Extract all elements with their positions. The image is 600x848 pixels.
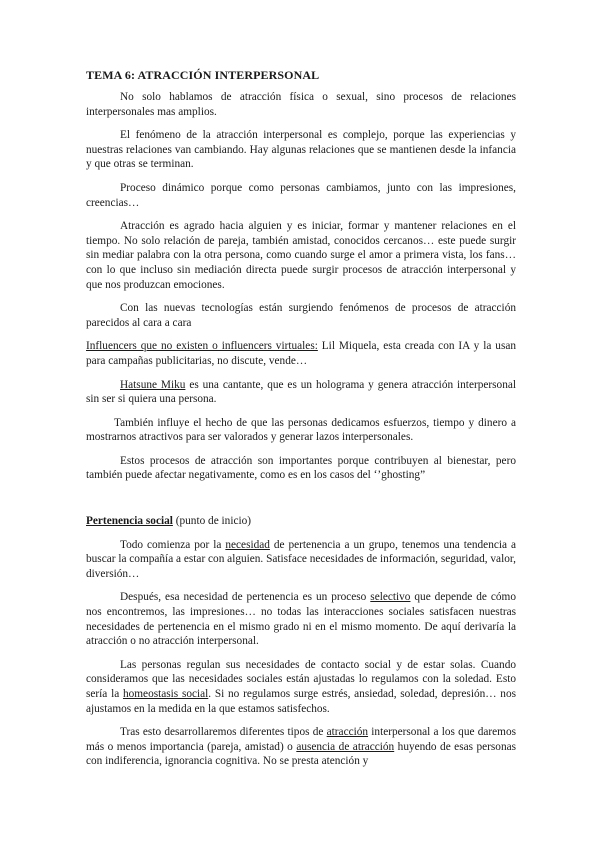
paragraph (86, 590, 516, 648)
paragraph: El fenómeno de la atracción interpersonal es complejo, porque las experiencias y nuestras relaciones van cambiando. Hay algunas relaciones que se mantienen desde la infancia y que otras se terminan. (86, 129, 516, 171)
paragraph-text: interpersonal a los que daremos más o menos importancia (pareja, amistad) o (86, 726, 517, 753)
underlined-term: atracción (326, 726, 369, 739)
section-gap (86, 492, 516, 514)
paragraph-text: Lil Miquela, esta creada con IA y la usan para campañas publicitarias, no discute, vende… (86, 340, 517, 367)
paragraph-hatsune (86, 378, 516, 407)
paragraph-text: . Si no regulamos surge estrés, ansiedad, soledad, depresión… nos ajustamos en la medida en la que estamos satisfechos. (86, 688, 516, 715)
paragraph (86, 658, 516, 716)
underlined-term: necesidad (225, 538, 270, 551)
section-heading: Pertenencia social (86, 515, 173, 528)
paragraph (86, 725, 516, 769)
paragraph-text: de pertenencia a un grupo, tenemos una tendencia a buscar la compañía a estar con alguien. Satisface necesidades de información, seguridad, valor, diversión… (86, 538, 516, 580)
underlined-term: Hatsune Miku (120, 378, 186, 391)
paragraph-text: Todo comienza por la (120, 538, 226, 551)
paragraph-text: huyendo de esas personas con indiferencia, ignorancia cognitiva. No se presta atención y (86, 740, 516, 768)
section-subheading: (punto de inicio) (172, 515, 252, 528)
section-heading-line (86, 514, 516, 529)
paragraph-text: Después, esa necesidad de pertenencia es un proceso (120, 591, 371, 604)
underlined-term: selectivo (370, 591, 411, 604)
paragraph-text: Las personas regulan sus necesidades de contacto social y de estar solas. Cuando consideramos que las necesidades sociales están ajustadas lo regulamos con la soledad. Esto sería la (86, 658, 516, 700)
paragraph: Proceso dinámico porque como personas cambiamos, junto con las impresiones, creencias… (86, 181, 516, 209)
underlined-term: ausencia de atracción (296, 740, 395, 753)
paragraph: También influye el hecho de que las personas dedicamos esfuerzos, tiempo y dinero a mostrarnos atractivos para ser valorados y generar lazos interpersonales. (86, 416, 516, 444)
paragraph: No solo hablamos de atracción física o sexual, sino procesos de relaciones interpersonales mas amplios. (86, 91, 516, 118)
paragraph-text: es una cantante, que es un holograma y genera atracción interpersonal sin ser si quiera una persona. (86, 378, 516, 406)
paragraph: Estos procesos de atracción son importantes porque contribuyen al bienestar, pero también puede afectar negativamente, como es en los casos del ‘’ghosting” (86, 454, 516, 482)
paragraph-text: que depende de cómo nos encontremos, las impresiones… no todas las interacciones sociales satisfacen nuestras necesidades de pertenencia en el mismo grado ni en el mismo momento. De aquí derivaría la atracción o no atracción interpersonal. (86, 591, 516, 648)
paragraph-text: Tras esto desarrollaremos diferentes tipos de (120, 726, 327, 739)
paragraph (86, 538, 516, 582)
underlined-term: homeostasis social (122, 688, 209, 700)
paragraph: Con las nuevas tecnologías están surgiendo fenómenos de procesos de atracción parecidos al cara a cara (86, 302, 516, 329)
document-title: TEMA 6: ATRACCIÓN INTERPERSONAL (86, 68, 320, 82)
underlined-term: Influencers que no existen o influencers virtuales: (86, 340, 318, 353)
paragraph-influencers (86, 339, 516, 368)
paragraph: Atracción es agrado hacia alguien y es iniciar, formar y mantener relaciones en el tiempo. No solo relación de pareja, también amistad, conocidos cercanos… este puede surgir sin mediar palabra con la otra persona, como cuando surge el amor a primera vista, los fans… con lo que incluso sin mediación directa puede surgir procesos de atracción interpersonal y que nos produzcan emociones. (86, 220, 516, 291)
